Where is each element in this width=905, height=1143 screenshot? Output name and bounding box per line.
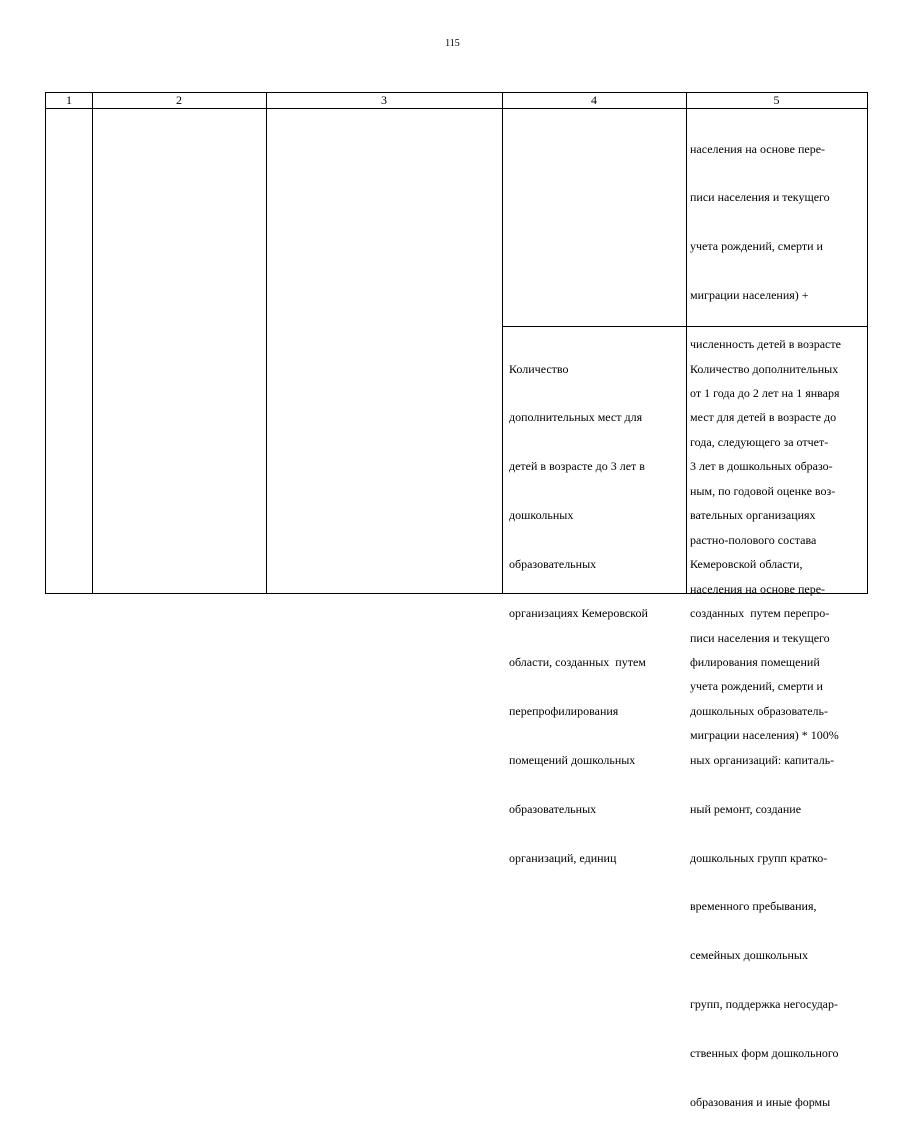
header-cell-4: 4: [591, 93, 597, 107]
header-cell-1: 1: [66, 93, 72, 107]
header-cell-3: 3: [381, 93, 387, 107]
row2-col4-text: Количество дополнительных мест для детей в возрасте до 3 лет в дошкольных образовательных организациях Кемеровской области, созданных путем перепрофилирования помещений дошкольных образовательных организаций, единиц: [509, 361, 648, 865]
header-cell-5: 5: [773, 93, 780, 107]
column-divider: [92, 93, 93, 593]
page-number: 115: [445, 38, 460, 49]
column-divider: [686, 93, 687, 593]
row2-col5-text: Количество дополнительных мест для детей в возрасте до 3 лет в дошкольных образо- вательных организациях Кемеровской области, созданных путем перепро- филирования помещений дошкольных образователь- ных организаций: капиталь- ный ремонт, создание дошкольных групп кратко- временного пребывания, семейных дошкольных групп, поддержка негосудар- ственных форм дошкольного образования и иные формы: [690, 361, 839, 1109]
header-cell-2: 2: [176, 93, 182, 107]
row1-col5-text: населения на основе пере- писи населения и текущего учета рождений, смерти и миграции населения) + численность детей в возрасте от 1 года до 2 лет на 1 января года, следующего за отчет- ным, по годовой оценке воз- растно-полового состава населения на основе пере- писи населения и текущего учета рождений, смерти и миграции населения) * 100%: [690, 141, 841, 743]
column-divider: [266, 93, 267, 593]
data-table: [45, 92, 868, 1109]
column-divider: [502, 93, 503, 593]
